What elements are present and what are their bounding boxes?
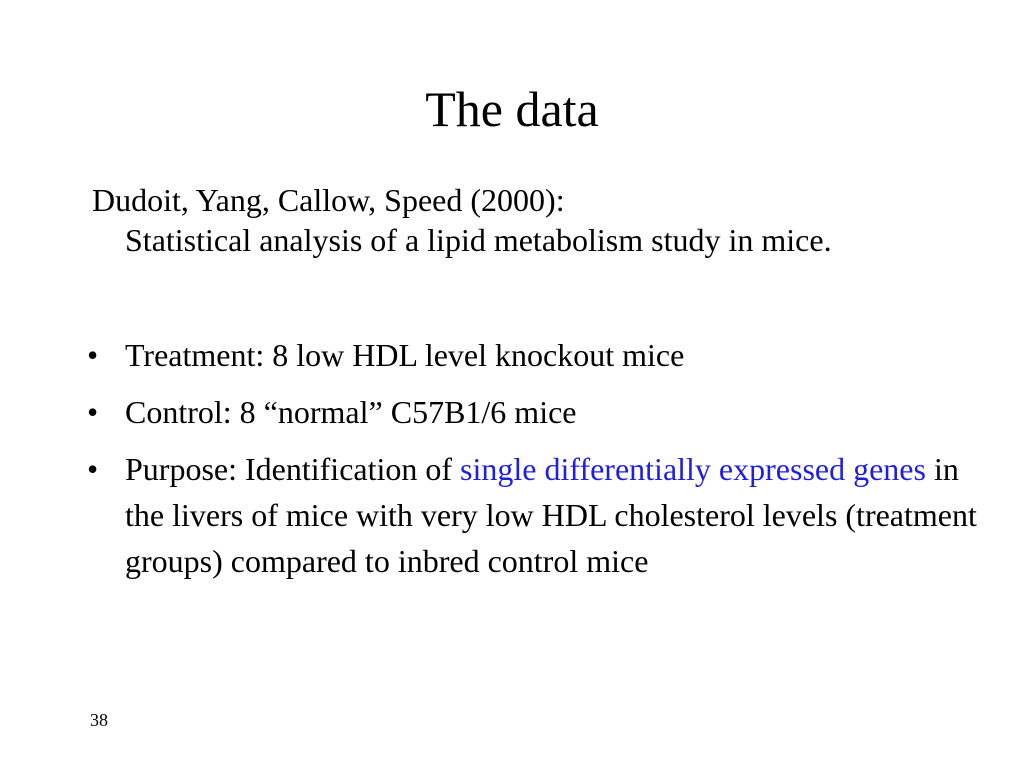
- bullet-highlight: single differentially expressed genes: [460, 451, 926, 487]
- bullet-text-prefix: Purpose: Identification of: [125, 451, 461, 487]
- bullet-text-suffix: in the livers of mice with very low HDL cholesterol levels (treatment groups) compared to inbred control mice: [125, 451, 977, 579]
- bullet-treatment: [87, 332, 977, 378]
- bullet-list: [87, 332, 977, 595]
- bullet-icon: •: [87, 337, 99, 373]
- bullet-text: Control: 8 “normal” C57B1/6 mice: [125, 394, 577, 430]
- bullet-icon: •: [87, 394, 99, 430]
- bullet-text: Treatment: 8 low HDL level knockout mice: [125, 337, 685, 373]
- bullet-purpose: [87, 446, 977, 584]
- slide-title: The data: [425, 81, 599, 137]
- page-number: 38: [90, 710, 108, 730]
- citation-authors: Dudoit, Yang, Callow, Speed (2000):: [92, 182, 565, 218]
- bullet-icon: •: [87, 451, 99, 487]
- citation: [92, 182, 952, 259]
- citation-title: Statistical analysis of a lipid metabolism study in mice.: [125, 222, 832, 259]
- bullet-control: [87, 389, 977, 435]
